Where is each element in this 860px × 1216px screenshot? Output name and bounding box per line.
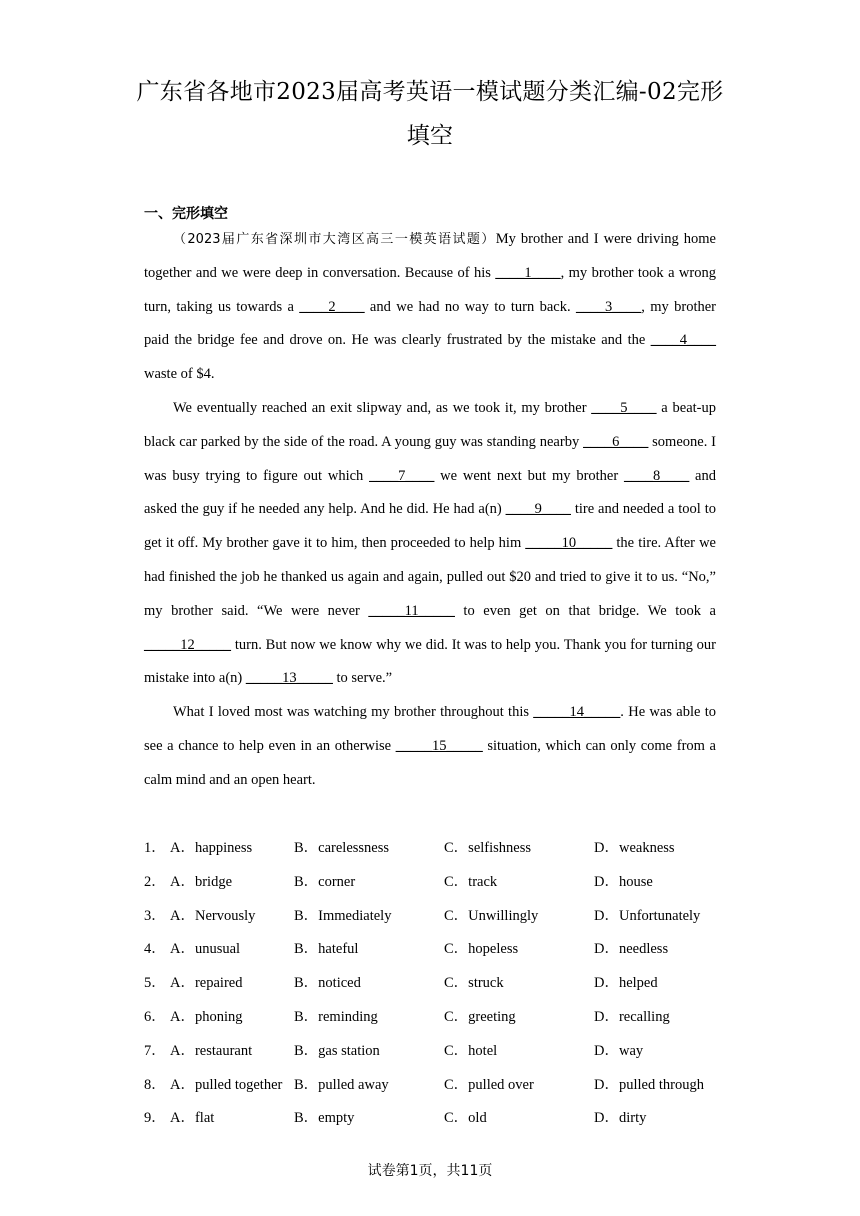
option-b: B．reminding [294, 1008, 378, 1025]
question-row [144, 1035, 724, 1069]
option-d: D．dirty [594, 1110, 647, 1127]
page-footer: 试卷第1页，共11页 [367, 1163, 493, 1179]
option-b: B．carelessness [294, 840, 390, 856]
document-title: 广东省各地市2023届高考英语一模试题分类汇编-02完形填空 [136, 79, 724, 149]
paragraph-content [144, 231, 716, 382]
option-a: A．phoning [170, 1008, 243, 1025]
option-a: A．restaurant [170, 1042, 253, 1059]
passage-text: We eventually reached an exit slipway and, as we took it, my brother [173, 399, 592, 416]
answer-blank: ____8____ [624, 467, 690, 484]
passage-text: someone. I was busy trying to figure out which [144, 433, 717, 484]
option-b: B．Immediately [294, 907, 392, 924]
question-number: 4． [144, 941, 166, 958]
passage-text: a beat-up black car parked by the side of the road. A young guy was standing nearby [144, 399, 716, 450]
option-a: A．bridge [170, 873, 233, 890]
option-d: D．Unfortunately [594, 907, 701, 924]
answer-blank: ____7____ [369, 467, 435, 484]
passage-text: What I loved most was watching my brother throughout this [173, 704, 534, 721]
option-b: B．gas station [294, 1042, 380, 1059]
passage-paragraph-2 [144, 392, 716, 696]
answer-blank: ____6____ [583, 433, 649, 450]
question-row [144, 933, 724, 967]
option-d: D．weakness [594, 840, 675, 856]
option-c: C．pulled over [444, 1076, 534, 1093]
paragraph-content [144, 704, 716, 788]
option-c: C．hopeless [444, 941, 519, 958]
option-a: A．flat [170, 1110, 215, 1127]
paragraph-content [144, 400, 716, 686]
option-c: C．greeting [444, 1008, 516, 1025]
question-row [144, 967, 724, 1001]
option-a: A．happiness [170, 840, 253, 856]
answer-blank: _____13_____ [245, 670, 333, 687]
passage-text: the tire. After we had finished the job he thanked us again and again, pulled out $20 and tried to give it to us. “No,” my brother said. “We were never [144, 535, 716, 619]
option-d: D．pulled through [594, 1076, 704, 1093]
option-d: D．way [594, 1042, 644, 1059]
passage-text: turn. But now we know why we did. It was to help you. Thank you for turning our mistake into a(n) [144, 636, 716, 687]
option-a: A．repaired [170, 975, 243, 992]
answer-blank: ____1____ [495, 264, 561, 281]
answer-blank: _____14_____ [533, 704, 621, 721]
section-heading: 一、完形填空 [144, 206, 228, 222]
question-number: 8． [144, 1076, 166, 1093]
question-row [144, 900, 724, 934]
option-c: C．old [444, 1110, 487, 1127]
answer-blank: ____2____ [299, 298, 365, 315]
answer-blank: ____4____ [650, 332, 716, 349]
answer-blank: _____15_____ [395, 737, 483, 754]
option-b: B．noticed [294, 975, 361, 992]
question-number: 5． [144, 975, 166, 992]
answer-blank: ____3____ [575, 298, 642, 315]
passage-text: to serve.” [332, 670, 393, 687]
answer-blank: _____10_____ [525, 535, 613, 552]
passage-text: , my brother took a wrong turn, taking us towards a [144, 264, 716, 315]
passage-text: situation, which can only come from a calm mind and an open heart. [144, 737, 716, 788]
passage-text: waste of $4. [144, 366, 215, 383]
question-number: 7． [144, 1042, 166, 1059]
option-a: A．Nervously [170, 907, 256, 924]
passage-paragraph-1 [144, 223, 716, 392]
passage-text: . He was able to see a chance to help even in an otherwise [144, 704, 716, 754]
passage-paragraph-3 [144, 696, 716, 797]
option-b: B．pulled away [294, 1076, 389, 1093]
option-b: B．empty [294, 1110, 355, 1127]
option-d: D．recalling [594, 1008, 670, 1025]
question-row [144, 866, 724, 900]
question-number: 9． [144, 1110, 166, 1127]
option-c: C．track [444, 873, 498, 890]
passage-text: , my brother paid the bridge fee and drove on. He was clearly frustrated by the mistake and the [144, 298, 716, 349]
question-row [144, 1069, 724, 1103]
answer-blank: ____5____ [591, 399, 657, 416]
passage-text: and asked the guy if he needed any help. And he did. He had a(n) [144, 467, 716, 518]
passage-text: and we had no way to turn back. [364, 298, 576, 315]
passage-text: tire and needed a tool to get it off. My brother gave it to him, then proceeded to help him [144, 501, 716, 552]
answer-blank: _____12_____ [144, 636, 231, 653]
cloze-passage [144, 223, 716, 798]
question-options-list [144, 832, 724, 1136]
question-number: 6． [144, 1008, 166, 1025]
passage-text: My brother and I were driving home together and we were deep in conversation. Because of his [144, 231, 716, 281]
passage-text: we went next but my brother [434, 467, 624, 484]
answer-blank: _____11_____ [368, 602, 455, 619]
question-row [144, 1102, 724, 1136]
passage-text: to even get on that bridge. We took a [454, 602, 716, 619]
option-b: B．hateful [294, 941, 359, 958]
question-row [144, 832, 724, 866]
option-c: C．hotel [444, 1042, 498, 1059]
question-number: 3． [144, 907, 166, 924]
option-d: D．needless [594, 941, 669, 958]
option-d: D．house [594, 873, 653, 890]
option-c: C．selfishness [444, 840, 531, 856]
question-row [144, 1001, 724, 1035]
source-note: （2023届广东省深圳市大湾区高三一模英语试题） [173, 232, 496, 247]
option-b: B．corner [294, 873, 356, 890]
question-number: 1． [144, 840, 166, 856]
answer-blank: ____9____ [505, 501, 571, 518]
option-a: A．pulled together [170, 1076, 283, 1093]
option-d: D．helped [594, 975, 658, 992]
question-number: 2． [144, 873, 166, 890]
option-c: C．Unwillingly [444, 907, 539, 924]
option-c: C．struck [444, 975, 504, 992]
option-a: A．unusual [170, 941, 241, 958]
